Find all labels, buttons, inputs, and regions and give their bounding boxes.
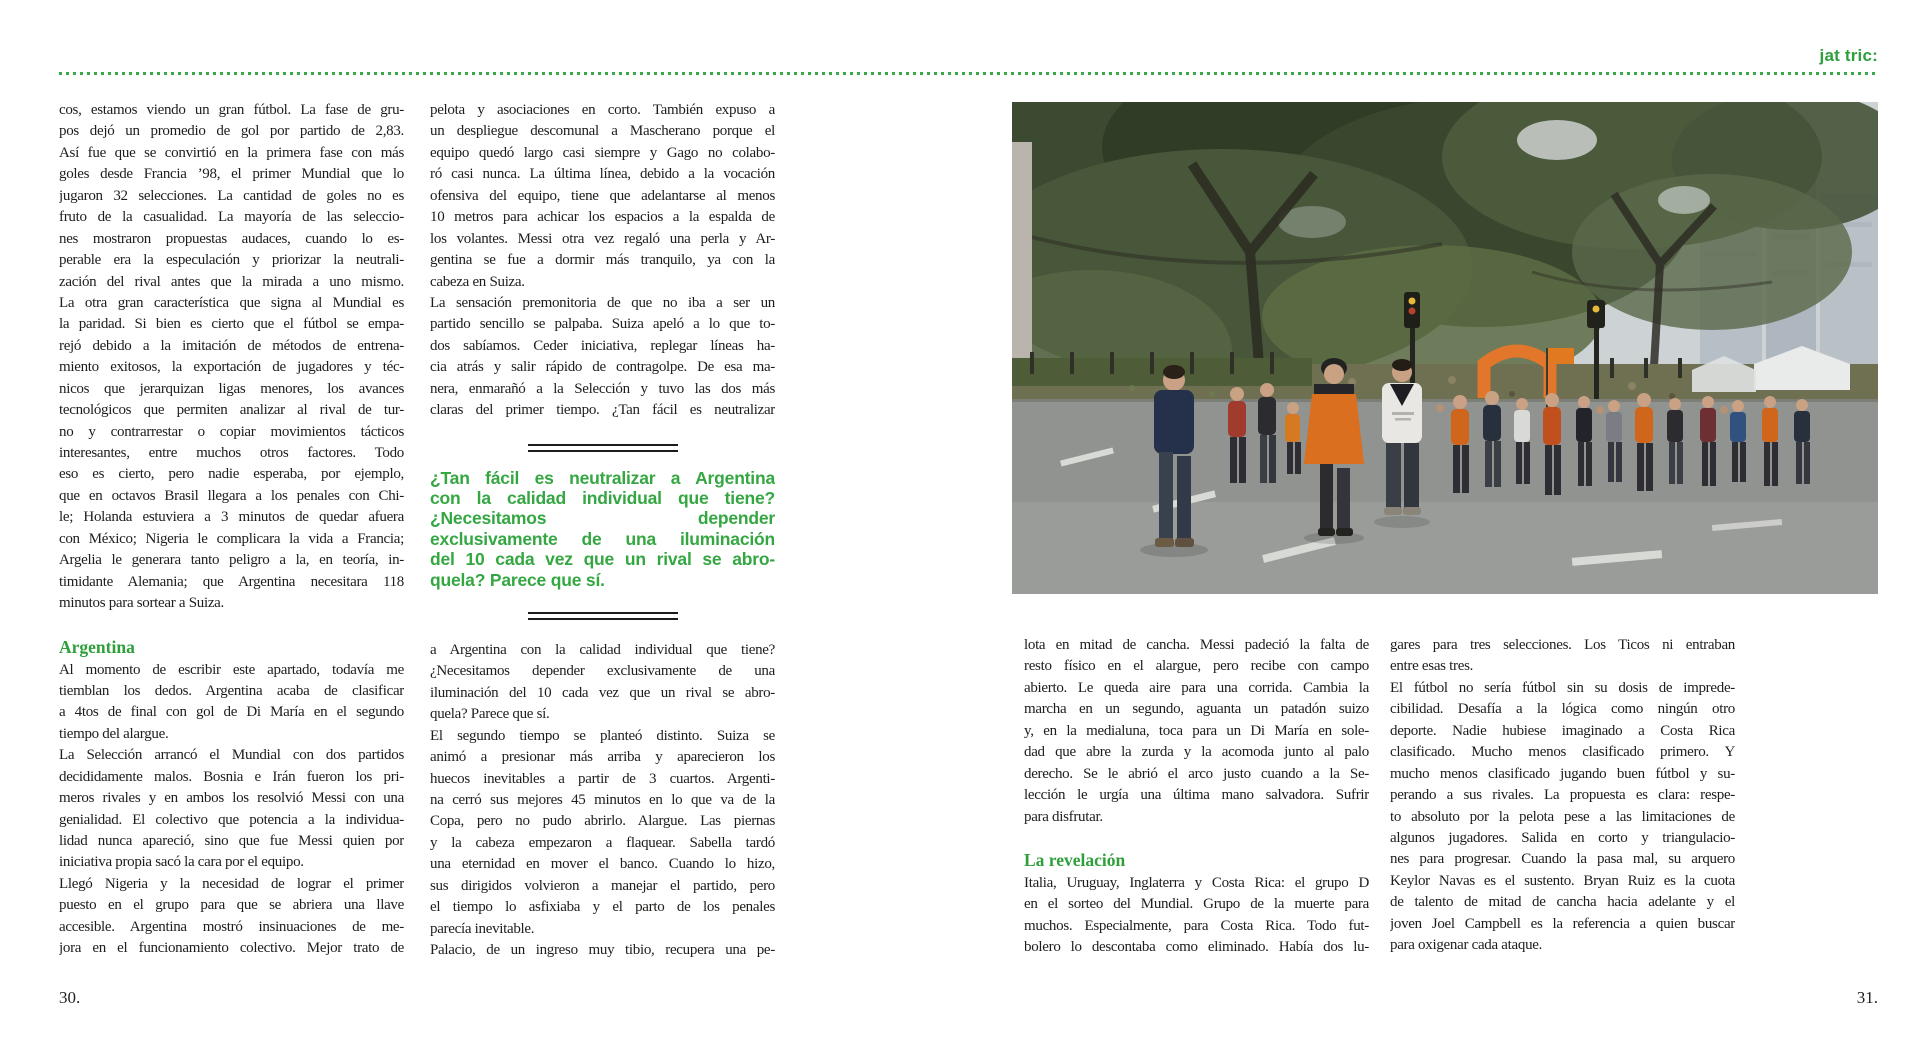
text-line: decididamente malos. Bosnia e Irán fueron los pri-	[59, 768, 404, 785]
section-heading: Argentina	[59, 636, 135, 657]
text-line: entre esas tres.	[1390, 658, 1474, 675]
text-line: perando a sus rivales. La propuesta es clara: respe-	[1390, 787, 1735, 804]
text-line: jora en el funcionamiento colectivo. Mejor trato de	[59, 940, 404, 957]
text-line: nes para progresar. Cuando la pasa mal, su arquero	[1390, 851, 1735, 868]
street-photo	[1012, 102, 1878, 594]
text-line: ¿Necesitamos depender exclusivamente de una	[430, 663, 775, 680]
page-number-right: 31.	[1856, 988, 1878, 1007]
text-line: cia atrás y salir rápido de contragolpe. De esa ma-	[430, 359, 775, 376]
text-line: Llegó Nigeria y la necesidad de lograr el primer	[59, 875, 404, 892]
paragraph	[430, 726, 775, 940]
text-line: lidad nunca apareció, sino que fue Messi quien por	[59, 833, 404, 849]
text-line: El fútbol no sería fútbol sin su dosis de imprede-	[1390, 679, 1735, 696]
text-line: zación del rival antes que la mirada a uno mismo.	[59, 273, 404, 290]
text-line: mucho menos clasificado jugando buen fútbol y su-	[1390, 765, 1735, 782]
text-line: timidante Alemania; que Argentina necesitara 118	[59, 573, 404, 590]
text-line: La otra gran característica que signa al Mundial es	[59, 294, 404, 311]
text-line: El segundo tiempo se planteó distinto. Suiza se	[430, 727, 775, 744]
text-line: y la cabeza empezaron a flaquear. Sabella tardó	[430, 834, 775, 851]
text-line: lección le urgía una última mano salvadora. Sufrir	[1024, 787, 1369, 804]
pull-quote	[430, 468, 775, 590]
text-line: miento exitosos, la exportación de jugadores y téc-	[59, 359, 404, 376]
text-line: deporte. Nadie hubiese imaginado a Costa Rica	[1390, 722, 1735, 739]
text-line: iniciativa propia sacó la cara por el equipo.	[59, 854, 304, 871]
text-line: Palacio, de un ingreso muy tibio, recupera una pe-	[430, 942, 775, 959]
text-line: accesible. Argentina mostró insinuaciones de me-	[59, 918, 404, 935]
text-line: marcha en un segundo, aguanta un patadón suizo	[1024, 701, 1369, 718]
text-line: le; Holanda estuviera a 3 minutos de quedar afuera	[59, 509, 404, 526]
text-line: Así fue que se convirtió en la primera fase con más	[59, 144, 404, 161]
text-line: los volantes. Messi otra vez regaló una perla y Ar-	[430, 230, 775, 247]
text-line: 10 metros para achicar los espacios a la espalda de	[430, 209, 775, 226]
text-line: tiemblan los dedos. Argentina acaba de clasificar	[59, 682, 404, 699]
text-line: el tiempo lo asfixiaba y el parto de los penales	[430, 899, 775, 916]
text-line: na cerró sus mejores 45 minutos en lo que va de la	[430, 791, 775, 808]
text-line: genialidad. El colectivo que potencia a la individua-	[59, 811, 404, 828]
text-line: La Selección arrancó el Mundial con dos partidos	[59, 747, 404, 764]
text-line: resto físico en el alargue, pero recibe con campo	[1024, 658, 1369, 675]
text-line: perable era la especulación y priorizar la neutrali-	[59, 252, 404, 269]
text-line: cibilidad. Desafía a la lógica como ningún otro	[1390, 701, 1735, 718]
text-line: joven Joel Campbell es la referencia a quien buscar	[1390, 915, 1735, 932]
text-line: equipo quedó largo casi siempre y Gago no colabo-	[430, 144, 775, 161]
magazine-logo: jat tric:	[1819, 46, 1878, 65]
text-line: to absoluto por la pelota pese a las limitaciones de	[1390, 808, 1735, 825]
text-line: jugaron 32 selecciones. La cantidad de goles no es	[59, 187, 404, 204]
paragraph	[430, 640, 775, 726]
paragraph	[59, 874, 404, 960]
text-line: iluminación del 10 cada vez que un rival se abro-	[430, 684, 775, 701]
text-line: de talento de mitad de cancha hacia adelante y el	[1390, 894, 1735, 911]
road	[1012, 399, 1878, 594]
article-column-2	[430, 100, 775, 961]
text-line: para oxigenar cada ataque.	[1390, 937, 1543, 954]
text-line: puesto en el grupo para que se abriera una llave	[59, 897, 404, 914]
text-line: gentina se fue a dormir más tranquilo, ya con la	[430, 252, 775, 269]
text-line: quela? Parece que sí.	[430, 706, 550, 723]
text-line: nes mostraron propuestas audaces, cuando lo es-	[59, 230, 404, 247]
text-line: eso es cierto, pero nadie esperaba, por ejemplo,	[59, 466, 404, 483]
text-line: tiempo del alargue.	[59, 725, 169, 742]
text-line: con México; Nigeria le complicara la vida a Francia;	[59, 530, 404, 547]
text-line: rejó debido a la imitación de métodos de entrena-	[59, 337, 404, 354]
text-line: a 4tos de final con gol de Di María en el segundo	[59, 704, 404, 721]
paragraph	[59, 745, 404, 874]
text-line: claras del primer tiempo. ¿Tan fácil es neutralizar	[430, 402, 775, 419]
text-line: cabeza en Suiza.	[430, 273, 525, 290]
text-line: para disfrutar.	[1024, 808, 1103, 825]
text-line: tecnológicos que permiten analizar al rival de tur-	[59, 402, 404, 419]
text-line: algunos jugadores. Salida en corto y triangulacio-	[1390, 829, 1735, 846]
text-line: ofensiva del equipo, tiene que adelantarse al menos	[430, 187, 775, 204]
text-line: La sensación premonitoria de que no iba a ser un	[430, 294, 775, 311]
text-line: fruto de la casualidad. La mayoría de las seleccio-	[59, 209, 404, 226]
text-line: con la calidad individual que tiene?	[430, 487, 775, 508]
article-column-4	[1390, 635, 1735, 957]
text-line: en el sorteo del Mundial. Grupo de la muerte para	[1024, 896, 1369, 913]
text-line: cos, estamos viendo un gran fútbol. La fase de gru-	[59, 102, 404, 118]
text-line: gares para tres selecciones. Los Ticos ni entraban	[1390, 637, 1735, 653]
text-line: parecía inevitable.	[430, 920, 535, 937]
text-line: quela? Parece que sí.	[430, 569, 605, 590]
text-line: goles desde Francia ’98, el primer Mundial que lo	[59, 166, 404, 183]
text-line: clasificado. Mucho menos clasificado primero. Y	[1390, 744, 1735, 761]
text-line: bolero lo descontaba como eliminado. Había dos lu-	[1024, 939, 1369, 956]
pull-quote-rule	[528, 444, 678, 452]
text-line: sus dirigidos volvieron a manejar el partido, pero	[430, 877, 775, 894]
paragraph	[59, 100, 404, 615]
text-line: y, en la medialuna, toca para un Di María en sole-	[1024, 722, 1369, 739]
dotted-divider	[59, 72, 1878, 75]
text-line: no y contrarrestar o copiar movimientos tácticos	[59, 423, 404, 440]
page-number-left: 30.	[59, 988, 81, 1007]
text-line: exclusivamente de una iluminación	[430, 528, 775, 549]
pull-quote-rule	[528, 612, 678, 620]
text-line: pelota y asociaciones en corto. También expuso a	[430, 102, 775, 118]
article-column-1	[59, 100, 404, 960]
text-line: dos sabíamos. Ceder iniciativa, replegar líneas ha-	[430, 337, 775, 354]
text-line: huecos inevitables a partir de 3 cuartos. Argenti-	[430, 770, 775, 787]
section-heading: La revelación	[1024, 849, 1126, 870]
text-line: abierto. Le queda aire para una corrida. Cambia la	[1024, 679, 1369, 696]
text-line: interesantes, entre muchos otros factores. Todo	[59, 445, 404, 461]
text-line: que en octavos Brasil llegara a los penales con Chi-	[59, 487, 404, 504]
paragraph	[430, 100, 775, 293]
text-line: pos dejó un promedio de gol por partido de 2,83.	[59, 123, 404, 140]
text-line: Keylor Navas es el sustento. Bryan Ruiz es la cuota	[1390, 872, 1735, 889]
text-line: ¿Tan fácil es neutralizar a Argentina	[430, 467, 775, 488]
text-line: minutos para sortear a Suiza.	[59, 595, 224, 612]
paragraph	[1390, 678, 1735, 957]
text-line: dad que abre la zurda y la acomoda junto al palo	[1024, 744, 1369, 761]
text-line: un despliegue descomunal a Mascherano porque el	[430, 123, 775, 140]
street-photo-illustration	[1012, 102, 1878, 594]
text-line: la paridad. Si bien es cierto que el fútbol se empa-	[59, 316, 404, 333]
text-line: una eternidad en mover el banco. Cuando lo hizo,	[430, 856, 775, 873]
paragraph	[430, 293, 775, 422]
text-line: animó a presionar más arriba y aparecieron los	[430, 749, 775, 766]
paragraph	[430, 940, 775, 961]
text-line: Argelia le generara tanto peligro a la, en teoría, in-	[59, 552, 404, 569]
text-line: nicos que jerarquizan ligas menores, los avances	[59, 380, 404, 397]
paragraph	[1024, 873, 1369, 959]
text-line: ró casi nunca. La última línea, debido a la vocación	[430, 166, 775, 183]
text-line: Al momento de escribir este apartado, todavía me	[59, 661, 404, 678]
text-line: Italia, Uruguay, Inglaterra y Costa Rica: el grupo D	[1024, 874, 1369, 891]
text-line: Copa, pero no pudo abrirlo. Alargue. Las piernas	[430, 813, 775, 830]
text-line: nera, enmarañó a la Selección y tuvo las dos más	[430, 380, 775, 397]
text-line: a Argentina con la calidad individual que tiene?	[430, 641, 775, 658]
article-column-3	[1024, 635, 1369, 959]
text-line: meros rivales y en ambos los resolvió Messi con una	[59, 790, 404, 807]
text-line: derecho. Se le abrió el arco justo cuando a la Se-	[1024, 765, 1369, 782]
text-line: ¿Necesitamos depender	[430, 508, 775, 529]
paragraph	[1390, 635, 1735, 678]
text-line: partido sencillo se palpaba. Suiza apeló a lo que to-	[430, 316, 775, 333]
paragraph	[59, 660, 404, 746]
paragraph	[1024, 635, 1369, 828]
text-line: lota en mitad de cancha. Messi padeció la falta de	[1024, 637, 1369, 653]
text-line: muchos. Especialmente, para Costa Rica. Todo fut-	[1024, 917, 1369, 934]
text-line: del 10 cada vez que un rival se abro-	[430, 549, 775, 570]
